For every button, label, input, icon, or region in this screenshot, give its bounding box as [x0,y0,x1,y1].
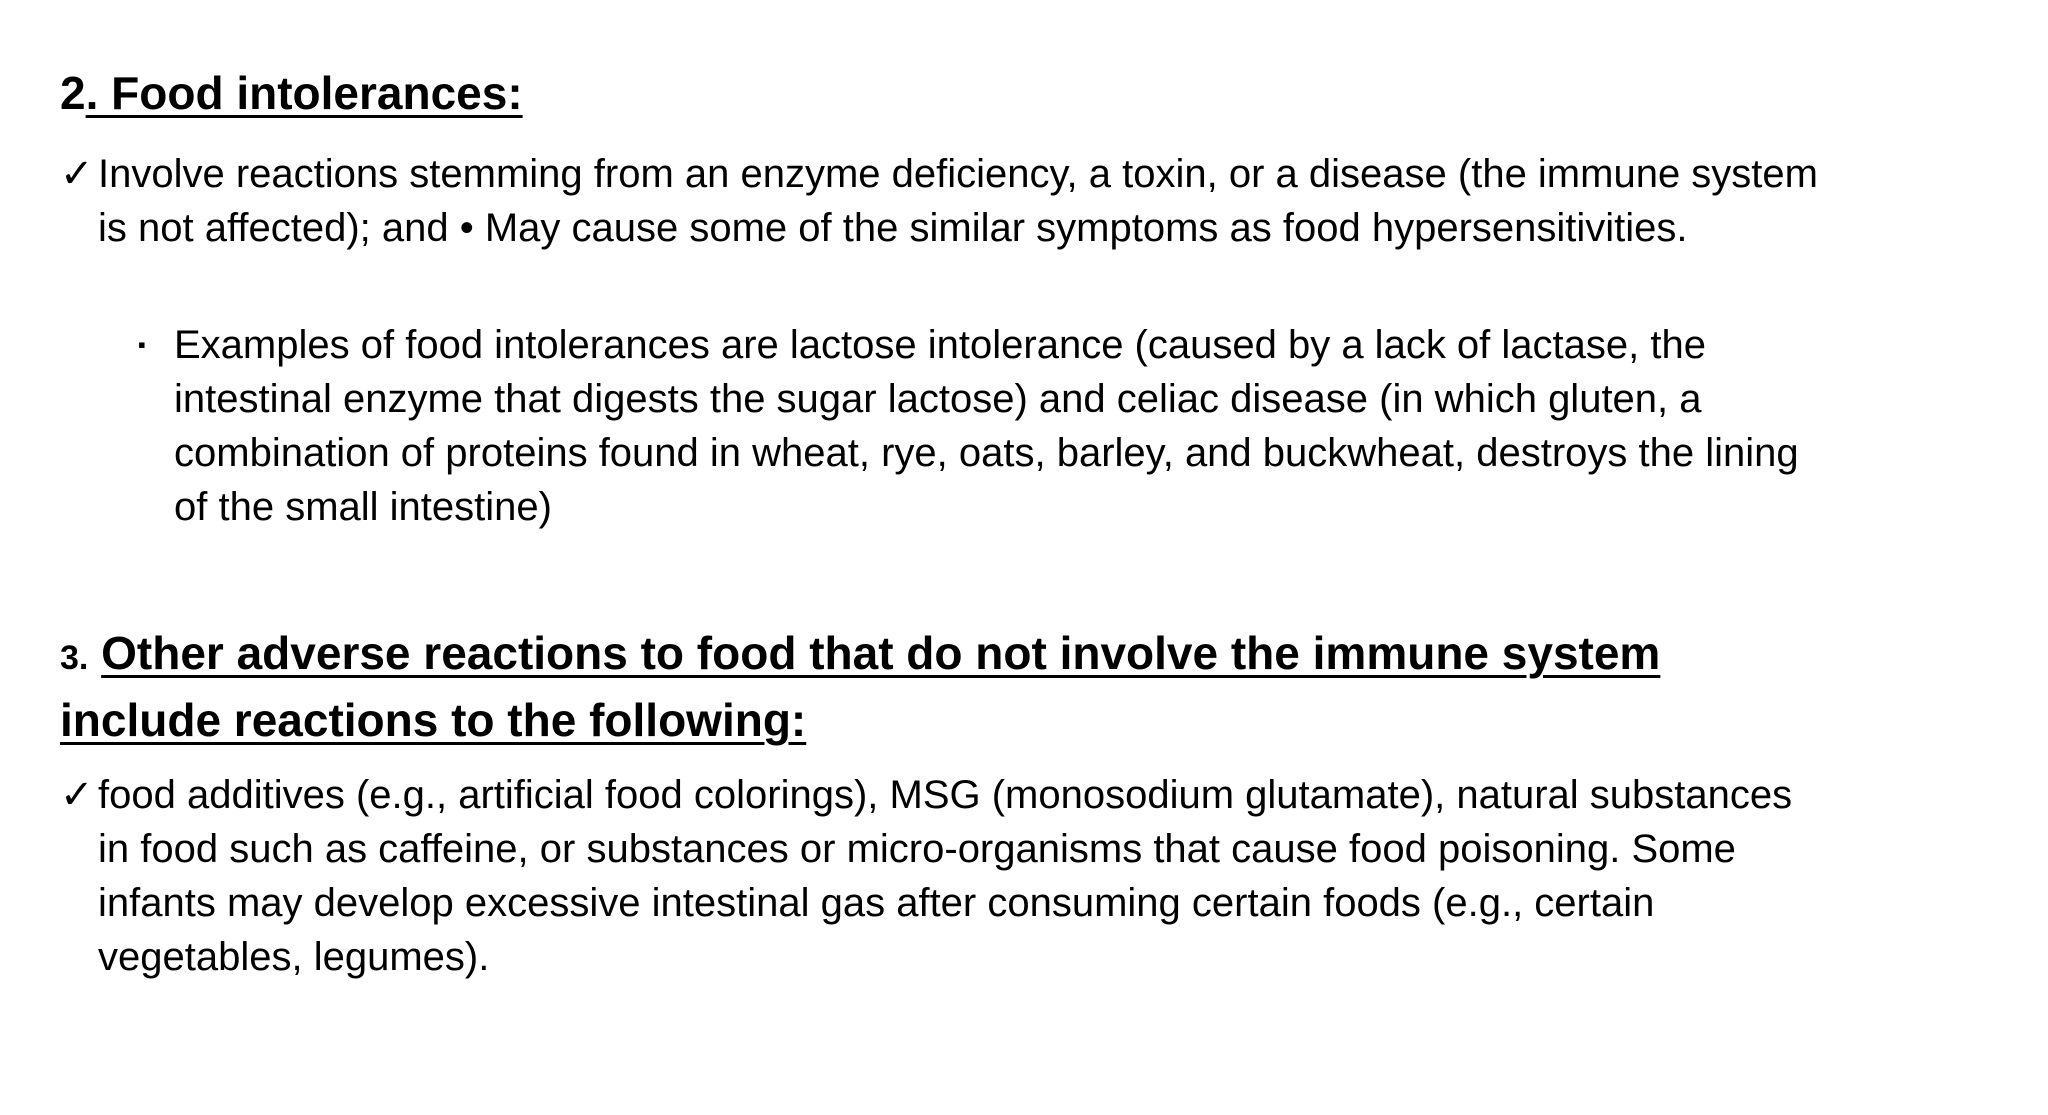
section-heading-other-reactions [60,622,1740,751]
checkmark-icon: ✓ [60,152,94,196]
bullet-text: Involve reactions stemming from an enzyme deficiency, a toxin, or a disease (the immune system is not affected); and • May cause some of the similar symptoms as food hypersensitivities. [98,152,1818,250]
checkmark-icon: ✓ [60,773,94,817]
section-title: . Food intolerances: [85,67,523,119]
section-number: 3. [60,639,89,677]
check-bullet-item [60,768,1820,984]
bullet-text: food additives (e.g., artificial food colorings), MSG (monosodium glutamate), natural substances in food such as caffeine, or substances or micro-organisms that cause food poisoning. Some infants may develop excessive intestinal gas after consuming certain foods (e.g., certain vegetables, legumes). [98,773,1793,979]
section-heading-food-intolerances [60,62,1760,124]
square-bullet-icon: ▪ [138,332,146,357]
sub-bullet-item [134,318,1814,534]
sub-bullet-text: Examples of food intolerances are lactose intolerance (caused by a lack of lactase, the intestinal enzyme that digests the sugar lactose) and celiac disease (in which gluten, a combination of proteins found in wheat, rye, oats, barley, and buckwheat, destroys the lining of the small intestine) [174,323,1799,529]
section-number: 2 [60,67,86,119]
section-title: Other adverse reactions to food that do not involve the immune system include reactions to the following: [60,627,1661,746]
check-bullet-item [60,147,1820,255]
